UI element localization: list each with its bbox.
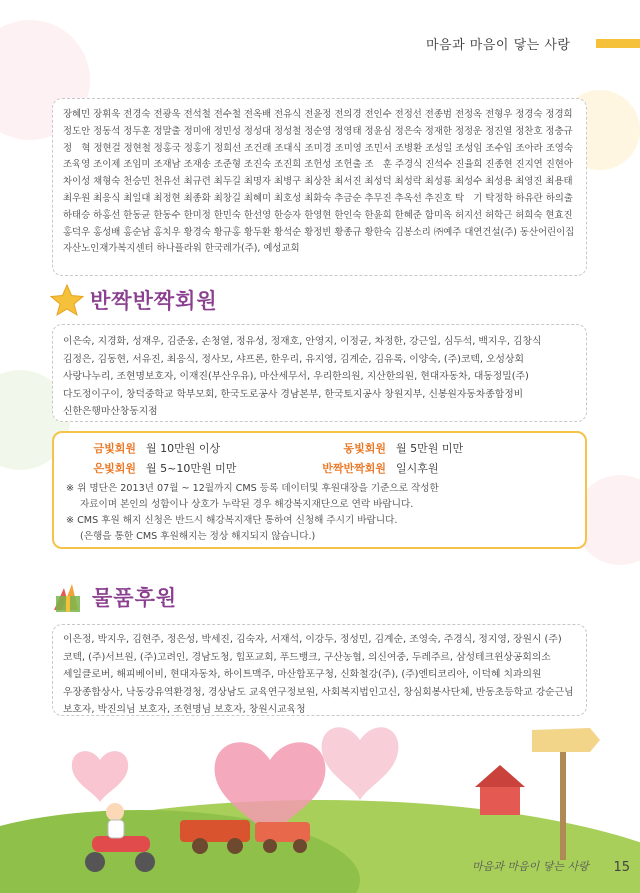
banjjak-title-label: 반짝반짝회원 [90, 289, 218, 313]
tier-value: 일시후원 [396, 462, 439, 475]
goods-donor-box [52, 624, 587, 716]
donor-list-box [52, 98, 587, 276]
star-icon [50, 284, 84, 316]
banjjak-section-title [50, 284, 218, 316]
goods-title-label: 물품후원 [92, 586, 178, 610]
tier-value: 월 10만원 이상 [146, 442, 221, 455]
note-line: 자료이며 본인의 성함이나 상호가 누락된 경우 해강복지재단으로 연락 바랍니다. [80, 499, 414, 510]
goods-section-title [50, 580, 177, 614]
goods-donor-text: 이은정, 박지우, 김현주, 정은성, 박세진, 김숙자, 서재석, 이강두, 정성민, 김계순, 조영숙, 주경식, 정지영, 장원시 (주)코텍, (주)서브원, (주)고려인, 경남도청, 힙포교회, 푸드뱅크, 구산농협, 의신여중, 두레주르, 삼성테크윈상공회의소 세일클로버, 해피베이비, 현대자동차, 하이트맥주, 마산합포구청, 신화철강(주), (주)엔티코리아, 이덕혜 치과의원 우장종합상사, 낙동강유역환경청, 경상남도 교육연구정보원, 사회복지법인고신, 창심회봉사단체, 반동초등학교 강순근님 보호자, 박진의님 보호자, 조현명님 보호자, 창원시교육청 [63, 634, 574, 715]
note-line: (은행을 통한 CMS 후원해지는 정상 해지되지 않습니다.) [80, 531, 316, 542]
gift-icon [50, 580, 86, 614]
tier-value: 월 5만원 미만 [396, 442, 464, 455]
header-title: 마음과 마음이 닿는 사랑 [426, 38, 571, 53]
tier-name: 동빛회원 [343, 442, 386, 455]
banjjak-member-text: 이은숙, 지경화, 성재우, 김준웅, 손청열, 정유성, 정재호, 안영지, 이정균, 차정한, 강근일, 심두석, 백지우, 김창식 김정은, 김동현, 서유진, 최응식, 정사모, 샤프론, 한우리, 유지영, 김계순, 김유록, 이양숙, (주)코텍, 오성상회 사랑나누리, 조현명보호자, 이재진(부산우유), 마산세무서, 우리한의원, 지산한의원, 현대자동차, 대동정밀(주) 다도정이구이, 창덕중학교 학부모회, 한국도로공사 경남본부, 한국토지공사 창원지부, 신봉원자동차종합정비 신한은행마산창동지점 [63, 336, 542, 417]
tier-row [66, 439, 573, 459]
donor-list-text: 장혜민 장휘욱 전경숙 전광욱 전석철 전수철 전옥배 전유식 전윤정 전의경 전인수 전정선 전종범 전정옥 전형우 정경숙 정경희 정도안 정동석 정두훈 정말출 정미애 정민성 정성대 정성철 정순영 정영태 정윤심 정은숙 정재한 정정운 정진열 정찬호 정충규 정 혁 정현걸 정현철 정홍국 정홍기 정희선 조건래 조대식 조미경 조미영 조민서 조병환 조성일 조성임 조수임 조아라 조영숙 조육영 조이제 조임미 조재남 조재송 조준형 조진숙 조진희 조헌성 조헌출 조 훈 주경식 진석수 진율희 진종현 진지연 진현아 차이성 채형숙 천승민 천유선 최규련 최두길 최명자 최병구 최상찬 최서진 최성덕 최성락 최성룡 최성수 최성용 최영진 최용태 최우원 최응식 최일대 최정현 최종화 최창길 최혜미 최호성 최화숙 추금순 추무진 추옥선 추진호 탁 기 탁정학 하유란 하의출 하태승 하홍선 한동균 한동수 한미정 한민숙 한선영 한승자 한영현 한인숙 한윤희 한혜준 함미옥 허지선 허학근 허희숙 현효진 홍덕우 홍성배 홍순남 홍치우 황경숙 황규홍 황두환 황석순 황정빈 황종규 황한숙 김봉소리 ㈜예주 대연건설(주) 동산어린이집 자산노인재가복지센터 하나플라워 한국레가(주), 예성교회 [63, 109, 575, 255]
header-accent-bar [596, 39, 640, 48]
tier-name: 반짝반짝회원 [322, 462, 386, 475]
membership-tier-box [52, 431, 587, 549]
note-line: ※ CMS 후원 해지 신청은 반드시 해강복지재단 통하여 신청해 주시기 바랍니다. [66, 515, 398, 526]
notes [66, 481, 573, 545]
banjjak-member-box [52, 324, 587, 422]
note-line: ※ 위 명단은 2013년 07월 ~ 12월까지 CMS 등록 데이터및 후원대장을 기준으로 작성한 [66, 483, 439, 494]
page-number: 15 [613, 860, 630, 875]
tier-row [66, 459, 573, 479]
footer-caption: 마음과 마음이 닿는 사랑 [472, 860, 589, 873]
tier-value: 월 5~10만원 미만 [146, 462, 237, 475]
tier-name: 금빛회원 [93, 442, 136, 455]
tier-name: 은빛회원 [93, 462, 136, 475]
